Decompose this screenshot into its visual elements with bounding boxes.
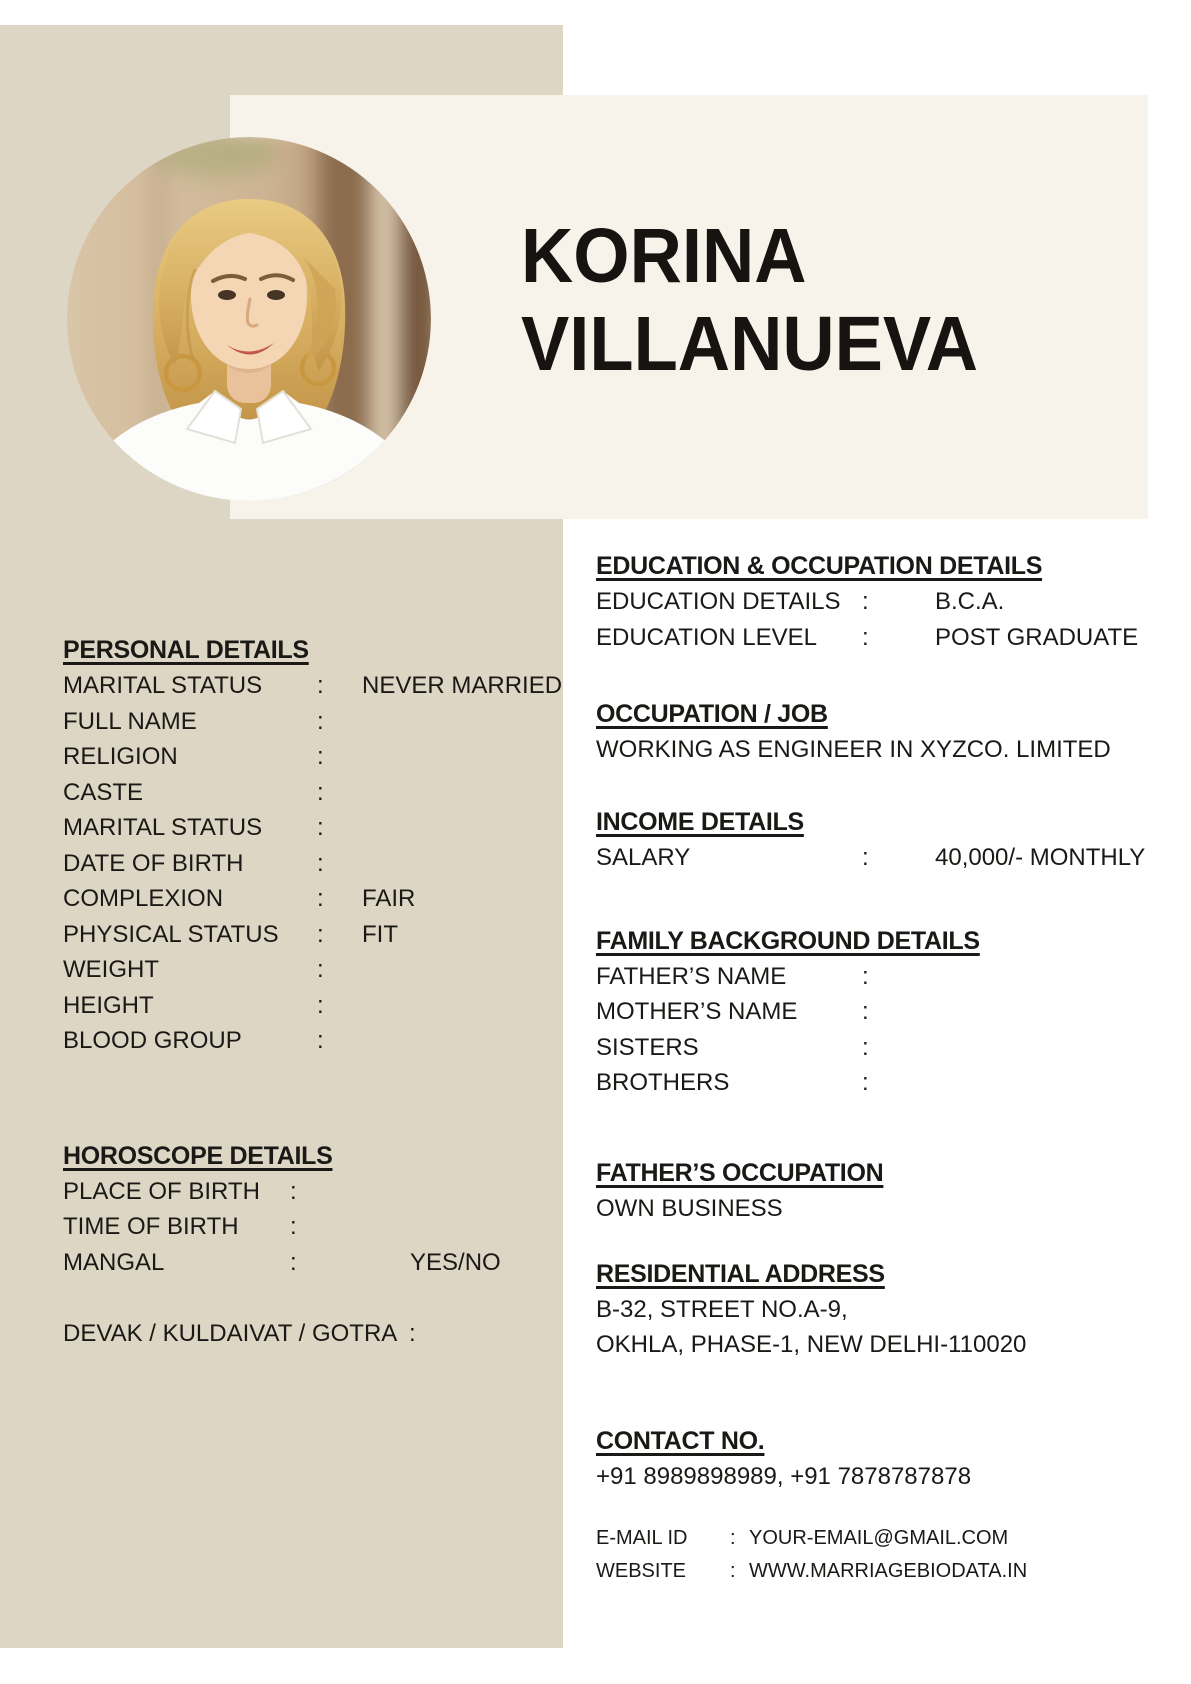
field-value: FAIR <box>362 885 416 912</box>
field-label: SALARY <box>596 844 691 871</box>
colon-separator: : <box>317 1027 324 1054</box>
field-value <box>327 988 362 1024</box>
colon-separator: : <box>317 849 324 877</box>
field-label: PHYSICAL STATUS <box>63 920 279 948</box>
field-value <box>419 1316 454 1352</box>
field-label: BLOOD GROUP <box>63 1027 242 1054</box>
website-value: WWW.MARRIAGEBIODATA.IN <box>749 1559 1028 1582</box>
detail-row <box>596 1522 1156 1555</box>
colon-separator: : <box>730 1526 736 1549</box>
field-value <box>872 1065 935 1101</box>
detail-row <box>63 704 553 740</box>
field-label: RELIGION <box>63 743 178 770</box>
field-label: EDUCATION DETAILS <box>596 588 841 615</box>
eye-left <box>218 290 236 300</box>
colon-separator: : <box>862 1069 869 1096</box>
detail-row <box>596 959 1156 995</box>
fathers-occupation-heading: FATHER’S OCCUPATION <box>596 1158 884 1187</box>
field-label: E-MAIL ID <box>596 1526 688 1549</box>
field-label: SISTERS <box>596 1033 699 1061</box>
education-occupation-heading: EDUCATION & OCCUPATION DETAILS <box>596 552 1043 580</box>
page-title <box>521 212 978 388</box>
detail-row <box>63 1316 553 1352</box>
detail-row <box>596 620 1156 656</box>
detail-row <box>596 1030 1156 1066</box>
field-value: 40,000/- MONTHLY <box>935 844 1146 871</box>
profile-photo <box>67 137 431 501</box>
first-name: KORINA <box>521 213 807 299</box>
eye-right <box>267 290 285 300</box>
field-label: WEBSITE <box>596 1559 687 1582</box>
right-column <box>596 548 1156 1588</box>
field-label: DEVAK / KULDAIVAT / GOTRA <box>63 1320 398 1347</box>
field-label: MARITAL STATUS <box>63 814 263 841</box>
detail-row <box>63 810 553 846</box>
field-label: WEIGHT <box>63 956 159 983</box>
field-label: FATHER’S NAME <box>596 962 787 990</box>
field-value <box>300 1174 335 1210</box>
fathers-occupation-text: OWN BUSINESS <box>596 1194 783 1222</box>
field-value <box>327 846 362 882</box>
left-column <box>63 632 563 1352</box>
colon-separator: : <box>317 778 324 806</box>
detail-row <box>63 988 553 1024</box>
detail-row <box>63 917 553 953</box>
colon-separator: : <box>409 1320 416 1347</box>
detail-row <box>63 952 553 988</box>
field-value <box>300 1209 335 1245</box>
colon-separator: : <box>317 956 324 983</box>
colon-separator: : <box>862 588 869 615</box>
horoscope-details-heading: HOROSCOPE DETAILS <box>63 1141 333 1170</box>
field-value <box>327 810 362 846</box>
field-label: MARITAL STATUS <box>63 672 263 699</box>
field-label: HEIGHT <box>63 991 154 1019</box>
field-label: TIME OF BIRTH <box>63 1213 239 1240</box>
colon-separator: : <box>317 743 324 770</box>
colon-separator: : <box>317 920 324 948</box>
field-value <box>872 1030 935 1066</box>
detail-row <box>63 739 553 775</box>
detail-row <box>63 775 553 811</box>
colon-separator: : <box>317 707 324 735</box>
field-value: FIT <box>362 920 398 948</box>
detail-row <box>63 881 553 917</box>
field-label: EDUCATION LEVEL <box>596 623 817 651</box>
occupation-job-heading: OCCUPATION / JOB <box>596 700 828 728</box>
field-value <box>327 704 362 740</box>
field-label: MOTHER’S NAME <box>596 998 798 1025</box>
colon-separator: : <box>862 623 869 651</box>
colon-separator: : <box>862 844 869 871</box>
field-label: DATE OF BIRTH <box>63 849 244 877</box>
detail-row <box>596 994 1156 1030</box>
field-label: MANGAL <box>63 1248 165 1276</box>
last-name: VILLANUEVA <box>521 301 979 387</box>
field-value: POST GRADUATE <box>935 623 1139 651</box>
detail-row <box>596 584 1156 620</box>
detail-row <box>596 1065 1156 1101</box>
income-details-heading: INCOME DETAILS <box>596 808 804 836</box>
occupation-text: WORKING AS ENGINEER IN XYZCO. LIMITED <box>596 736 1111 763</box>
field-value: YES/NO <box>410 1248 501 1276</box>
email-value: YOUR-EMAIL@GMAIL.COM <box>749 1526 1009 1549</box>
field-value <box>327 952 362 988</box>
colon-separator: : <box>730 1559 736 1582</box>
colon-separator: : <box>290 1213 297 1240</box>
colon-separator: : <box>862 962 869 990</box>
colon-separator: : <box>317 814 324 841</box>
address-line: OKHLA, PHASE-1, NEW DELHI-110020 <box>596 1331 1027 1358</box>
field-label: CASTE <box>63 778 144 806</box>
portrait-photo-illustration <box>67 137 431 501</box>
field-value: NEVER MARRIED <box>362 672 563 699</box>
contact-numbers: +91 8989898989, +91 7878787878 <box>596 1462 972 1490</box>
contact-no-heading: CONTACT NO. <box>596 1426 765 1455</box>
detail-row <box>63 1209 553 1245</box>
colon-separator: : <box>862 998 869 1025</box>
colon-separator: : <box>862 1033 869 1061</box>
field-value <box>327 775 362 811</box>
field-value <box>327 1023 362 1059</box>
colon-separator: : <box>290 1248 297 1276</box>
field-value <box>872 994 935 1030</box>
detail-row <box>63 1245 553 1281</box>
field-label: FULL NAME <box>63 707 197 735</box>
field-label: PLACE OF BIRTH <box>63 1177 260 1205</box>
address-line: B-32, STREET NO.A-9, <box>596 1295 848 1323</box>
field-value: B.C.A. <box>935 588 1005 615</box>
residential-address-heading: RESIDENTIAL ADDRESS <box>596 1259 885 1288</box>
colon-separator: : <box>317 991 324 1019</box>
detail-row <box>596 1555 1156 1588</box>
detail-row <box>596 840 1156 876</box>
field-value <box>327 739 362 775</box>
family-background-heading: FAMILY BACKGROUND DETAILS <box>596 926 980 955</box>
detail-row <box>63 846 553 882</box>
field-label: COMPLEXION <box>63 885 224 912</box>
colon-separator: : <box>317 672 324 699</box>
detail-row <box>63 1023 553 1059</box>
email-website-block <box>596 1522 1156 1588</box>
field-label: BROTHERS <box>596 1069 730 1096</box>
personal-details-heading: PERSONAL DETAILS <box>63 636 309 664</box>
detail-row <box>63 1174 553 1210</box>
colon-separator: : <box>290 1177 297 1205</box>
field-value <box>872 959 935 995</box>
detail-row <box>63 668 563 704</box>
colon-separator: : <box>317 885 324 912</box>
